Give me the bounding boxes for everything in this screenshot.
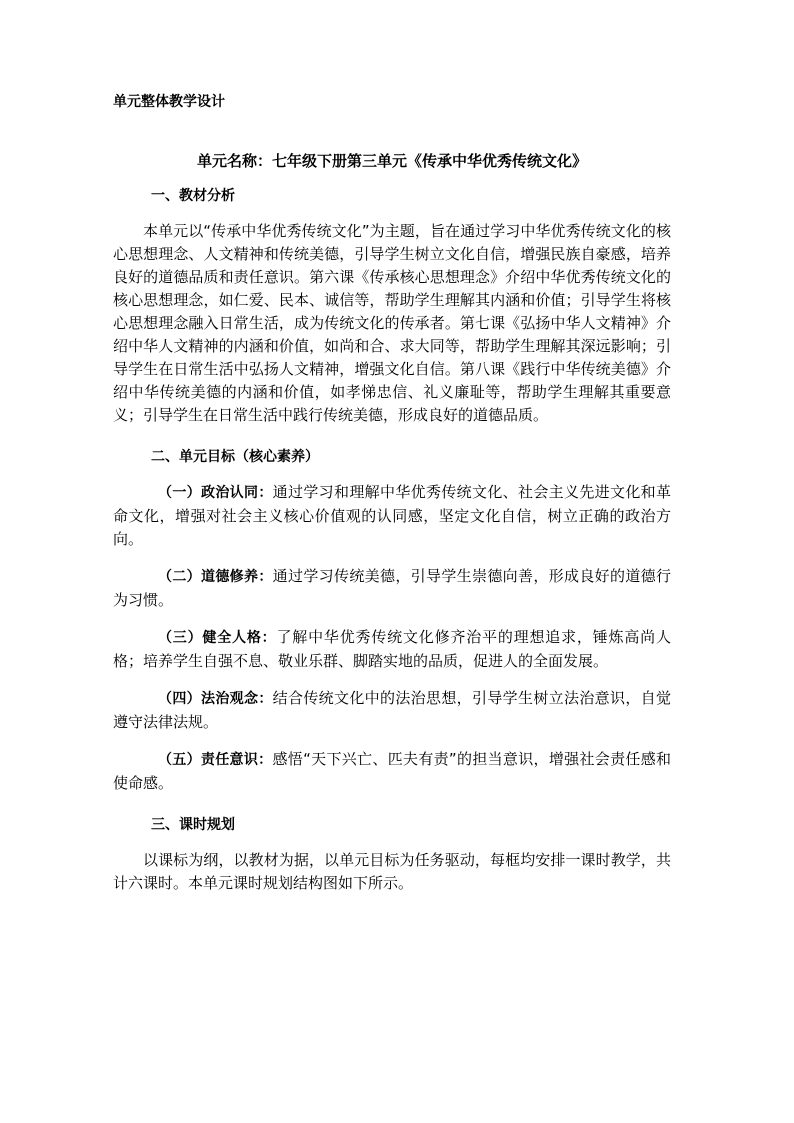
section-heading-unit-goals: 二、单元目标（核心素养） [151,449,319,465]
goal-sound-personality [113,626,671,673]
document-body [113,92,671,915]
goal-rule-of-law [113,687,671,734]
lesson-planning-paragraph: 以课标为纲，以教材为据，以单元目标为任务驱动，每框均安排一课时教学，共计六课时。本单元课时规划结构图如下所示。 [113,851,671,892]
goal-label: （三）健全人格： [158,630,277,646]
goal-text: 感悟“天下兴亡、匹夫有责”的担当意识，增强社会责任感和使命感。 [113,750,672,792]
document-title: 单元整体教学设计 [113,94,225,110]
goal-text: 通过学习传统美德，引导学生崇德向善，形成良好的道德行为习惯。 [113,567,671,609]
goal-text: 了解中华优秀传统文化修齐治平的理想追求，锤炼高尚人格；培养学生自强不息、敬业乐群、脚踏实地的品质，促进人的全面发展。 [113,628,671,670]
goal-text: 通过学习和理解中华优秀传统文化、社会主义先进文化和革命文化，增强对社会主义核心价值观的认同感，坚定文化自信，树立正确的政治方向。 [113,483,671,548]
goal-label: （四）法治观念： [158,691,273,707]
goal-moral-cultivation [113,565,671,612]
goal-label: （一）政治认同： [158,485,273,501]
goal-text: 结合传统文化中的法治思想，引导学生树立法治意识，自觉遵守法律法规。 [113,689,671,731]
goal-label: （二）道德修养： [158,569,273,585]
section-heading-lesson-planning: 三、课时规划 [151,817,235,833]
goal-label: （五）责任意识： [158,752,273,768]
goal-political-identity [113,481,671,551]
unit-name: 单元名称：七年级下册第三单元《传承中华优秀传统文化》 [196,152,587,170]
goal-responsibility [113,748,671,795]
textbook-analysis-paragraph: 本单元以“传承中华优秀传统文化”为主题，旨在通过学习中华优秀传统文化的核心思想理念、人文精神和传统美德，引导学生树立文化自信，增强民族自豪感，培养良好的道德品质和责任意识。第六课《传承核心思想理念》介绍中华优秀传统文化的核心思想理念，如仁爱、民本、诚信等，帮助学生理解其内涵和价值；引导学生将核心思想理念融入日常生活，成为传统文化的传承者。第七课《弘扬中华人文精神》介绍中华人文精神的内涵和价值，如尚和合、求大同等，帮助学生理解其深远影响；引导学生在日常生活中弘扬人文精神，增强文化自信。第八课《践行中华传统美德》介绍中华传统美德的内涵和价值，如孝悌忠信、礼义廉耻等，帮助学生理解其重要意义；引导学生在日常生活中践行传统美德，形成良好的道德品质。 [113,222,671,424]
section-heading-textbook-analysis: 一、教材分析 [151,188,235,204]
